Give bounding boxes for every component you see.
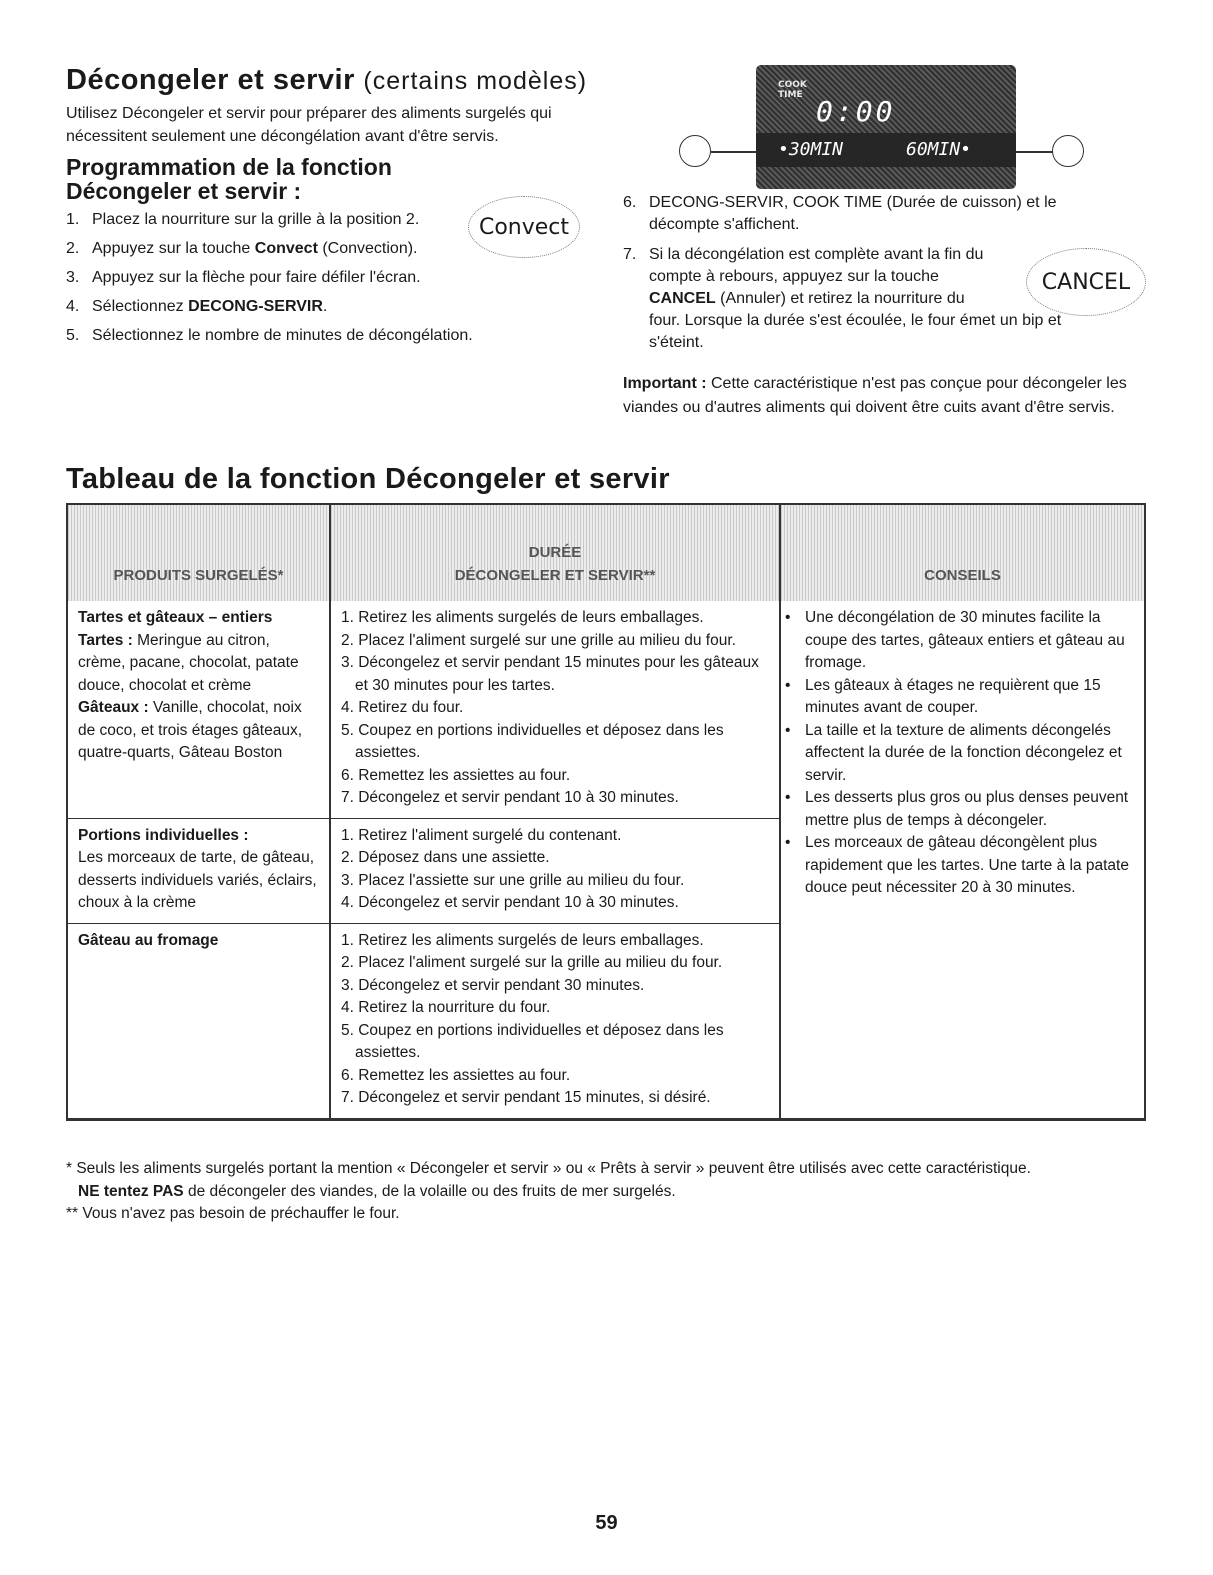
table-title: Tableau de la fonction Décongeler et servir <box>66 463 670 495</box>
step-4: 4. Sélectionnez DECONG-SERVIR. <box>66 298 328 315</box>
duration-cell: 1. Retirez l'aliment surgelé du contenant. 2. Déposez dans une assiette. 3. Placez l'assiette sur une grille au milieu du four. 4. Décongelez et servir pendant 10 à 30 minutes. <box>330 818 780 923</box>
list-item: • La taille et la texture de aliments décongelés affectent la durée de la fonction décongelez et servir. <box>791 720 1136 788</box>
display-60min: 60MIN• <box>906 139 972 160</box>
cancel-button[interactable]: CANCEL <box>1026 248 1146 316</box>
important-note: Important : Cette caractéristique n'est pas conçue pour décongeler les viandes ou d'autres aliments qui doivent être cuits avant d'être servis. <box>623 375 1127 416</box>
programming-steps <box>66 210 536 355</box>
step-6-num: 6. <box>623 194 637 211</box>
page-number: 59 <box>595 1512 618 1534</box>
step-1: 1. Placez la nourriture sur la grille à la position 2. <box>66 211 420 228</box>
programming-title: Programmation de la fonction Décongeler et servir : <box>66 154 392 204</box>
step-7-line5: s'éteint. <box>649 334 704 351</box>
step-7-num: 7. <box>623 246 637 263</box>
step-6-text: DECONG-SERVIR, COOK TIME (Durée de cuisson) et le décompte s'affichent. <box>649 194 1057 233</box>
convect-button[interactable]: Convect <box>468 196 580 258</box>
list-item: • Les morceaux de gâteau décongèlent plus rapidement que les tartes. Une tarte à la patate douce peut nécessiter 20 à 30 minutes. <box>791 832 1136 900</box>
table-row <box>67 601 1145 818</box>
duration-cell: 1. Retirez les aliments surgelés de leurs emballages. 2. Placez l'aliment surgelé sur une grille au milieu du four. 3. Décongelez et servir pendant 15 minutes pour les gâteaux et 30 minutes pour les tartes. 4. Retirez du four. 5. Coupez en portions individuelles et déposez dans les assiettes. 6. Remettez les assiettes au four. 7. Décongelez et servir pendant 10 à 30 minutes. <box>330 601 780 818</box>
oven-display <box>756 65 1016 189</box>
product-cell: Tartes et gâteaux – entiers Tartes : Meringue au citron, crème, pacane, chocolat, patate douce, chocolat et crème Gâteaux : Vanille, chocolat, noix de coco, et trois étages gâteaux, quatre-quarts, Gâteau Boston <box>67 601 330 818</box>
display-time: 0:00 <box>816 95 896 128</box>
display-30min: •30MIN <box>778 139 844 160</box>
product-cell: Portions individuelles : Les morceaux de tarte, de gâteau, desserts individuels variés, éclairs, choux à la crème <box>67 818 330 923</box>
list-item: • Les desserts plus gros ou plus denses peuvent mettre plus de temps à décongeler. <box>791 787 1136 832</box>
right-knob-icon <box>1052 135 1084 167</box>
intro-text: Utilisez Décongeler et servir pour préparer des aliments surgelés qui nécessitent seulement une décongélation avant d'être servis. <box>66 105 552 145</box>
section-title-suffix: (certains modèles) <box>363 67 588 95</box>
cook-time-label: COOK TIME <box>778 80 807 100</box>
footnote-2: ** Vous n'avez pas besoin de préchauffer le four. <box>66 1205 400 1222</box>
display-wire-right <box>1014 151 1054 153</box>
step-3: 3. Appuyez sur la flèche pour faire défiler l'écran. <box>66 269 421 286</box>
header-products: PRODUITS SURGELÉS* <box>67 504 330 601</box>
tips-cell <box>780 601 1145 1119</box>
duration-cell: 1. Retirez les aliments surgelés de leurs emballages. 2. Placez l'aliment surgelé sur la grille au milieu du four. 3. Décongelez et servir pendant 30 minutes. 4. Retirez la nourriture du four. 5. Coupez en portions individuelles et déposez dans les assiettes. 6. Remettez les assiettes au four. 7. Décongelez et servir pendant 15 minutes, si désiré. <box>330 923 780 1119</box>
step-7-line1: Si la décongélation est complète avant la fin du <box>649 246 984 263</box>
step-2: 2. Appuyez sur la touche Convect (Convection). <box>66 240 418 257</box>
product-cell: Gâteau au fromage <box>67 923 330 1119</box>
step-5: 5. Sélectionnez le nombre de minutes de décongélation. <box>66 327 473 344</box>
left-knob-icon <box>679 135 711 167</box>
footnotes <box>66 1158 1166 1226</box>
footnote-1: * Seuls les aliments surgelés portant la mention « Décongeler et servir » ou « Prêts à servir » peuvent être utilisés avec cette caractéristique. <box>66 1160 1031 1177</box>
step-7-line2: compte à rebours, appuyez sur la touche <box>649 268 939 285</box>
header-tips: CONSEILS <box>780 504 1145 601</box>
section-title: Décongeler et servir (certains modèles) <box>66 64 588 96</box>
list-item: • Les gâteaux à étages ne requièrent que 15 minutes avant de couper. <box>791 675 1136 720</box>
display-wire-left <box>711 151 759 153</box>
step-7-line3: CANCEL (Annuler) et retirez la nourriture du <box>649 290 965 307</box>
step-7-line4: four. Lorsque la durée s'est écoulée, le four émet un bip et <box>649 312 1062 329</box>
header-duration: DURÉE DÉCONGELER ET SERVIR** <box>330 504 780 601</box>
footnote-1b: NE tentez PAS de décongeler des viandes, de la volaille ou des fruits de mer surgelés. <box>78 1182 676 1200</box>
defrost-table <box>66 503 1146 1121</box>
list-item: • Une décongélation de 30 minutes facilite la coupe des tartes, gâteaux entiers et gâteau au fromage. <box>791 607 1136 675</box>
